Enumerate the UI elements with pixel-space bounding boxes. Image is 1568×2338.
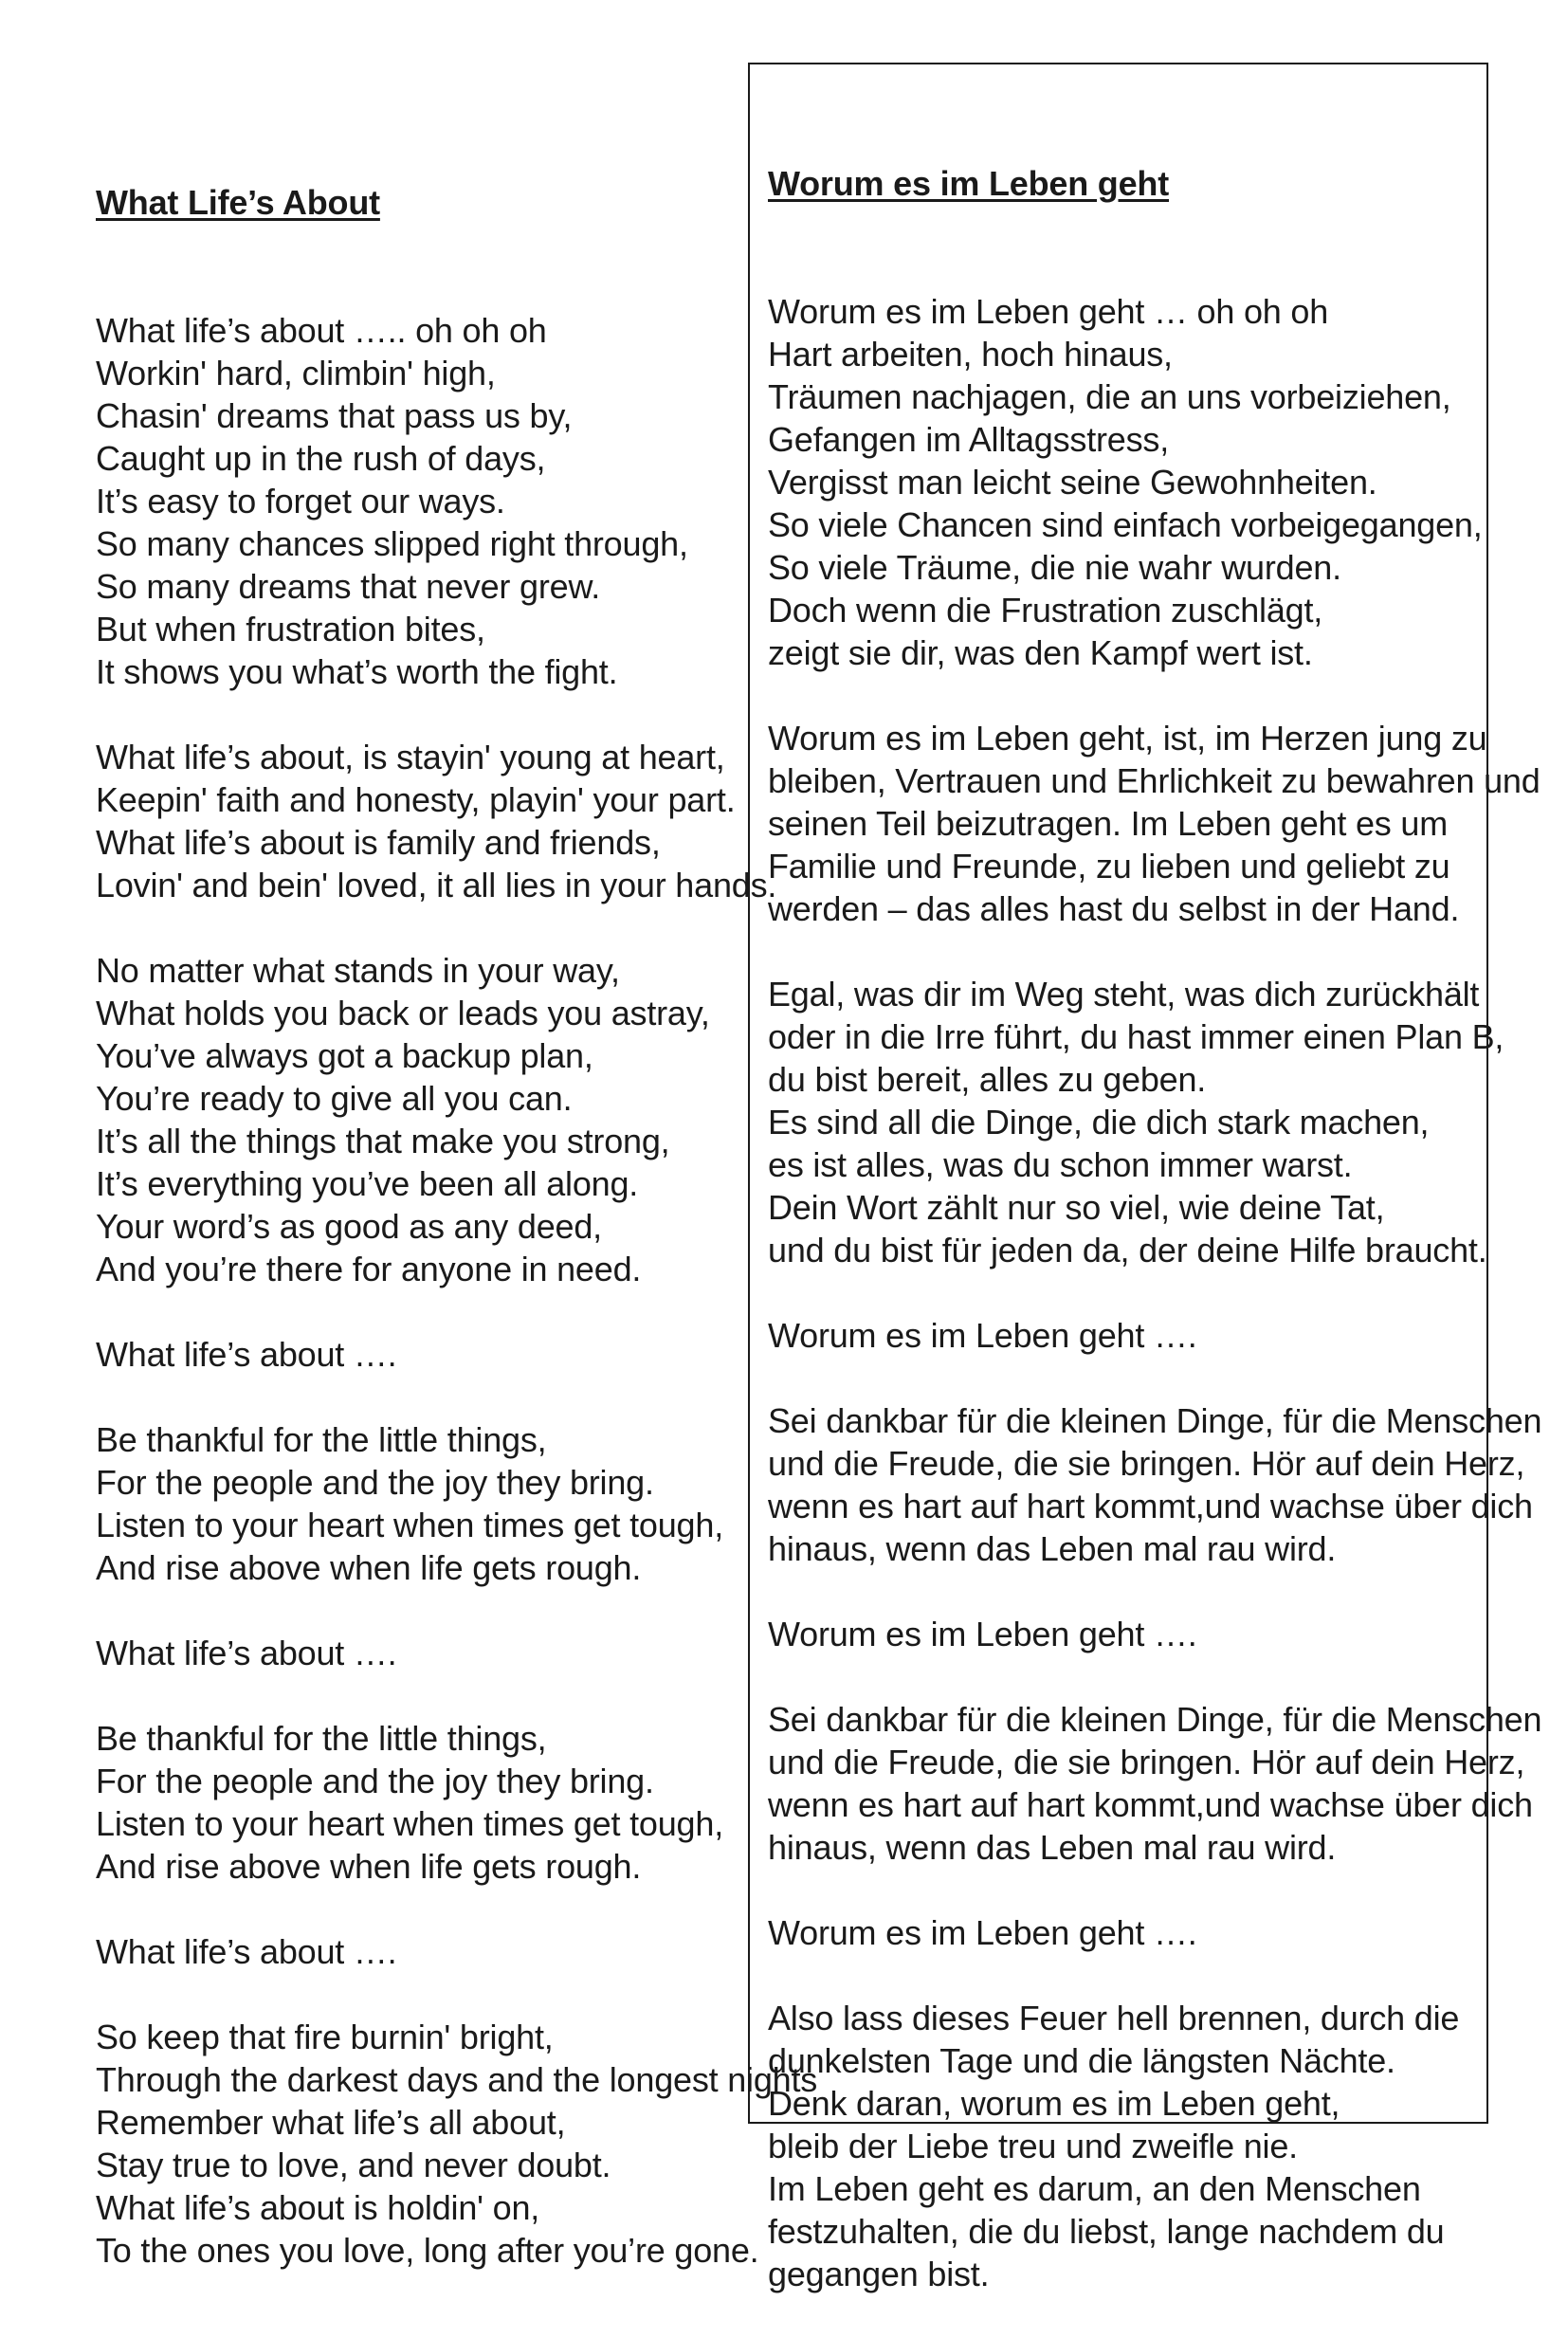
lyric-line: Doch wenn die Frustration zuschlägt, xyxy=(768,591,1323,630)
lyric-line: Also lass dieses Feuer hell brennen, durch die xyxy=(768,1999,1460,2037)
english-lyrics-lines xyxy=(96,309,818,2272)
lyric-line xyxy=(96,693,750,736)
lyric-line: hinaus, wenn das Leben mal rau wird. xyxy=(768,1529,1337,1568)
lyric-line: wenn es hart auf hart kommt,und wachse über dich xyxy=(768,1785,1533,1824)
lyric-line: For the people and the joy they bring. xyxy=(96,1762,654,1800)
lyric-line: No matter what stands in your way, xyxy=(96,951,620,990)
lyric-line: For the people and the joy they bring. xyxy=(96,1463,654,1502)
lyric-line: And rise above when life gets rough. xyxy=(96,1847,642,1886)
lyric-line: And rise above when life gets rough. xyxy=(96,1548,642,1587)
lyric-line: dunkelsten Tage und die längsten Nächte. xyxy=(768,2041,1395,2080)
lyric-line xyxy=(768,1869,1479,1911)
lyric-line xyxy=(96,1290,750,1333)
lyric-line: werden – das alles hast du selbst in der Hand. xyxy=(768,889,1460,928)
lyric-line: Sei dankbar für die kleinen Dinge, für die Menschen xyxy=(768,1700,1542,1739)
lyric-line xyxy=(768,1271,1479,1314)
lyric-line: Sei dankbar für die kleinen Dinge, für die Menschen xyxy=(768,1401,1542,1440)
lyric-line: So viele Chancen sind einfach vorbeigegangen, xyxy=(768,505,1483,544)
lyric-line xyxy=(768,1357,1479,1399)
english-lyrics-column xyxy=(96,96,818,2314)
lyric-line: But when frustration bites, xyxy=(96,610,485,648)
lyric-line: What life’s about ….. oh oh oh xyxy=(96,311,547,350)
lyric-line xyxy=(768,1954,1479,1997)
lyric-line: bleiben, Vertrauen und Ehrlichkeit zu bewahren und xyxy=(768,761,1541,800)
lyric-line: und die Freude, die sie bringen. Hör auf dein Herz, xyxy=(768,1743,1525,1781)
lyric-line: It’s all the things that make you strong, xyxy=(96,1122,670,1160)
lyric-line: To the ones you love, long after you’re gone. xyxy=(96,2231,759,2270)
lyric-line xyxy=(96,1973,750,2016)
lyric-line: Gefangen im Alltagsstress, xyxy=(768,420,1170,459)
lyric-line: du bist bereit, alles zu geben. xyxy=(768,1060,1207,1099)
lyric-line: It’s everything you’ve been all along. xyxy=(96,1164,639,1203)
lyric-line xyxy=(96,1674,750,1717)
lyric-line: Listen to your heart when times get tough, xyxy=(96,1506,723,1544)
lyric-line: hinaus, wenn das Leben mal rau wird. xyxy=(768,1828,1337,1867)
lyric-line xyxy=(768,930,1479,973)
lyric-line: It’s easy to forget our ways. xyxy=(96,482,505,521)
lyric-line: Listen to your heart when times get tough, xyxy=(96,1804,723,1843)
lyric-line: What life’s about is holdin' on, xyxy=(96,2188,540,2227)
lyric-line: What life’s about …. xyxy=(96,1932,397,1971)
lyric-line: Lovin' and bein' loved, it all lies in your hands. xyxy=(96,866,777,904)
lyric-line: wenn es hart auf hart kommt,und wachse über dich xyxy=(768,1487,1533,1525)
lyric-line: What life’s about, is stayin' young at heart, xyxy=(96,738,725,776)
lyric-line: So viele Träume, die nie wahr wurden. xyxy=(768,548,1341,587)
lyric-line: It shows you what’s worth the fight. xyxy=(96,652,618,691)
lyric-line: Remember what life’s all about, xyxy=(96,2103,566,2142)
lyric-line: What life’s about …. xyxy=(96,1634,397,1672)
lyric-line: Dein Wort zählt nur so viel, wie deine Tat, xyxy=(768,1188,1385,1227)
lyric-line: und du bist für jeden da, der deine Hilfe braucht. xyxy=(768,1231,1487,1269)
lyric-line: oder in die Irre führt, du hast immer einen Plan B, xyxy=(768,1017,1504,1056)
lyric-line: zeigt sie dir, was den Kampf wert ist. xyxy=(768,633,1313,672)
lyric-line: Worum es im Leben geht …. xyxy=(768,1913,1197,1952)
lyric-line xyxy=(768,1655,1479,1698)
lyric-line: Keepin' faith and honesty, playin' your part. xyxy=(96,780,736,819)
german-title: Worum es im Leben geht xyxy=(768,164,1169,203)
lyric-line: So many dreams that never grew. xyxy=(96,567,601,606)
lyric-line: seinen Teil beizutragen. Im Leben geht es um xyxy=(768,804,1449,843)
lyric-line: Denk daran, worum es im Leben geht, xyxy=(768,2084,1340,2123)
lyric-line: bleib der Liebe treu und zweifle nie. xyxy=(768,2127,1298,2165)
lyric-line: festzuhalten, die du liebst, lange nachdem du xyxy=(768,2212,1445,2251)
lyric-line: Chasin' dreams that pass us by, xyxy=(96,396,573,435)
lyric-line: Worum es im Leben geht … oh oh oh xyxy=(768,292,1329,331)
lyric-line: What holds you back or leads you astray, xyxy=(96,994,710,1032)
lyric-line: Träumen nachjagen, die an uns vorbeiziehen, xyxy=(768,377,1451,416)
lyric-line: Im Leben geht es darum, an den Menschen xyxy=(768,2169,1421,2208)
lyric-line: What life’s about …. xyxy=(96,1335,397,1374)
lyric-line: es ist alles, was du schon immer warst. xyxy=(768,1145,1353,1184)
lyric-line: Vergisst man leicht seine Gewohnheiten. xyxy=(768,463,1377,502)
lyric-line: Through the darkest days and the longest nights xyxy=(96,2060,818,2099)
lyric-line: Be thankful for the little things, xyxy=(96,1719,547,1758)
lyric-line: Workin' hard, climbin' high, xyxy=(96,354,496,393)
lyric-line: und die Freude, die sie bringen. Hör auf dein Herz, xyxy=(768,1444,1525,1483)
lyric-line: What life’s about is family and friends, xyxy=(96,823,661,862)
lyric-line: Worum es im Leben geht …. xyxy=(768,1615,1197,1653)
lyric-line: Be thankful for the little things, xyxy=(96,1420,547,1459)
lyric-line: Worum es im Leben geht, ist, im Herzen jung zu xyxy=(768,719,1487,758)
lyric-line xyxy=(768,674,1479,717)
lyric-line: Worum es im Leben geht …. xyxy=(768,1316,1197,1355)
lyric-line xyxy=(96,906,750,949)
lyric-line xyxy=(96,1888,750,1930)
lyric-line: And you’re there for anyone in need. xyxy=(96,1250,642,1288)
lyric-line: Your word’s as good as any deed, xyxy=(96,1207,602,1246)
lyric-line xyxy=(96,1589,750,1632)
lyric-line: Stay true to love, and never doubt. xyxy=(96,2146,611,2184)
lyric-line: You’re ready to give all you can. xyxy=(96,1079,573,1118)
lyric-line: Caught up in the rush of days, xyxy=(96,439,546,478)
lyric-line xyxy=(96,1376,750,1418)
lyric-line: Hart arbeiten, hoch hinaus, xyxy=(768,335,1173,374)
german-lyrics-lines xyxy=(768,290,1542,2295)
lyric-line: So many chances slipped right through, xyxy=(96,524,688,563)
lyric-line xyxy=(768,1570,1479,1613)
lyric-line: Egal, was dir im Weg steht, was dich zurückhält xyxy=(768,975,1480,1014)
lyric-line: Familie und Freunde, zu lieben und geliebt zu xyxy=(768,847,1450,886)
lyric-line: Es sind all die Dinge, die dich stark machen, xyxy=(768,1103,1430,1142)
lyric-line: You’ve always got a backup plan, xyxy=(96,1036,593,1075)
english-title: What Life’s About xyxy=(96,183,380,222)
german-lyrics-column xyxy=(768,77,1542,2338)
lyric-line: gegangen bist. xyxy=(768,2255,990,2293)
lyric-line: So keep that fire burnin' bright, xyxy=(96,2018,554,2056)
